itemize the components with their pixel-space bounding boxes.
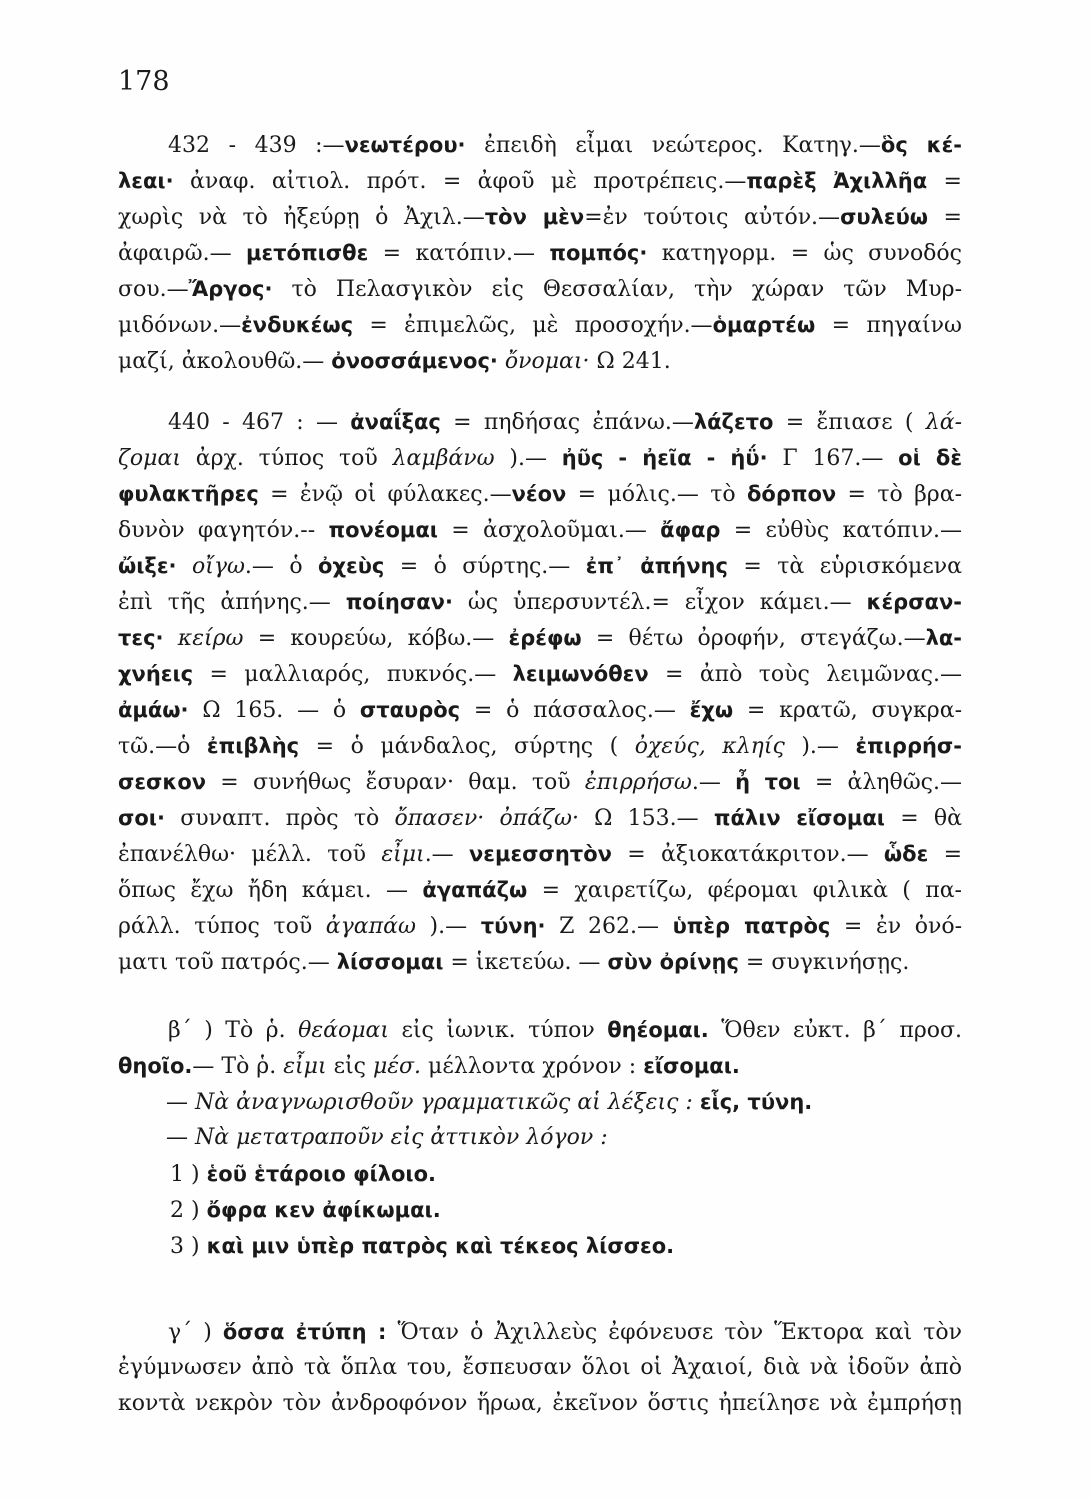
italic-text: εἶμι bbox=[381, 842, 425, 867]
text-line bbox=[118, 307, 962, 343]
interpretation-paragraph bbox=[118, 1314, 962, 1422]
text-run: = ὁ μάνδαλος, σύρτης ( bbox=[299, 734, 635, 759]
text-run: 440 - 467 : — bbox=[168, 410, 351, 435]
text-line bbox=[118, 656, 962, 692]
text-line bbox=[118, 512, 962, 548]
headword: εἴσομαι. bbox=[643, 1054, 740, 1078]
text-line bbox=[118, 692, 962, 728]
text-line bbox=[118, 440, 962, 476]
text-run: = ἐνῷ οἱ φύλακες.— bbox=[258, 482, 512, 507]
text-run: = κρατῶ, συγκρα- bbox=[733, 698, 962, 723]
text-run bbox=[693, 1090, 700, 1115]
italic-text: μέσ. bbox=[372, 1054, 422, 1079]
text-line bbox=[118, 199, 962, 235]
text-run: μιδόνων.— bbox=[118, 313, 242, 338]
text-line bbox=[118, 1192, 962, 1228]
text-line bbox=[118, 1012, 962, 1048]
headword: λάζετο bbox=[693, 410, 774, 434]
text-line bbox=[118, 548, 962, 584]
text-run: δυνὸν φαγητόν.-- bbox=[118, 518, 329, 543]
headword: ὀνοσσάμενος· bbox=[331, 349, 498, 373]
text-run: εἰς bbox=[326, 1054, 373, 1079]
headword: τύνη· bbox=[480, 914, 546, 938]
text-run: — bbox=[166, 1125, 195, 1150]
text-line bbox=[118, 163, 962, 199]
italic-text: Νὰ μετατραποῦν εἰς ἀττικὸν λόγον : bbox=[195, 1125, 608, 1150]
text-line bbox=[118, 1048, 962, 1084]
headword: ὄφρα κεν ἀφίκωμαι. bbox=[206, 1198, 441, 1222]
text-run: = ἀσχολοῦμαι.— bbox=[438, 518, 661, 543]
headword: ὧδε bbox=[883, 842, 929, 866]
text-run: = πηγαίνω bbox=[815, 313, 962, 338]
text-line bbox=[118, 343, 962, 379]
text-run: = κουρεύω, κόβω.— bbox=[243, 626, 509, 651]
headword: οἱ δὲ bbox=[898, 446, 963, 470]
text-run: κατηγορμ. = ὡς συνοδός bbox=[647, 241, 962, 266]
text-run: — bbox=[166, 1090, 195, 1115]
headword: λειμωνόθεν bbox=[512, 662, 649, 686]
text-run: ἐπειδὴ εἶμαι νεώτερος. Κατηγ.— bbox=[465, 133, 881, 158]
headword: σοι· bbox=[118, 806, 165, 830]
headword: ἄφαρ bbox=[660, 518, 721, 542]
text-run: Ὅθεν εὐκτ. β΄ προσ. bbox=[708, 1018, 963, 1043]
headword: ὅσσα ἐτύπη : bbox=[222, 1320, 387, 1344]
text-run: Ω 165. — ὁ bbox=[188, 698, 360, 723]
italic-text: εἶμι bbox=[283, 1054, 327, 1079]
text-run: = εὐθὺς κατόπιν.— bbox=[720, 518, 962, 543]
italic-text: Νὰ ἀναγνωρισθοῦν γραμματικῶς αἱ λέξεις : bbox=[195, 1090, 693, 1115]
text-run: ὡς ὑπερσυντέλ.= εἶχον κάμει.— bbox=[452, 590, 867, 615]
text-run bbox=[498, 349, 505, 374]
page-number: 178 bbox=[118, 66, 170, 97]
text-run: συναπτ. πρὸς τὸ bbox=[164, 806, 395, 831]
text-run: ράλλ. τύπος τοῦ bbox=[118, 914, 326, 939]
text-run: = ἀληθῶς.— bbox=[800, 770, 962, 795]
text-run: ὅπως ἔχω ἤδη κάμει. — bbox=[118, 878, 423, 903]
text-line bbox=[118, 584, 962, 620]
text-run: = συγκινήσῃς. bbox=[738, 950, 910, 975]
text-run: .— bbox=[691, 770, 736, 795]
text-run: = ἀπὸ τοὺς λειμῶνας.— bbox=[648, 662, 962, 687]
text-line bbox=[118, 127, 962, 163]
text-run: ἐγύμνωσεν ἀπὸ τὰ ὅπλα του, ἔσπευσαν ὅλοι οἱ Ἀχαιοί, διὰ νὰ ἰδοῦν ἀπὸ bbox=[118, 1355, 962, 1380]
italic-text: ζομαι bbox=[118, 446, 181, 471]
text-line bbox=[118, 404, 962, 440]
headword: δόρπον bbox=[746, 482, 837, 506]
text-line bbox=[118, 1156, 962, 1192]
text-run: Γ 167.— bbox=[767, 446, 899, 471]
headword: ὤιξε· bbox=[118, 554, 177, 578]
text-run: = ἔπιασε ( bbox=[773, 410, 926, 435]
grammar-exercises bbox=[118, 1012, 962, 1264]
headword: ἐρέφω bbox=[508, 626, 582, 650]
text-run: τῶ.—ὁ bbox=[118, 734, 207, 759]
text-run: ἀφαιρῶ.— bbox=[118, 241, 247, 266]
text-run: = ἐν ὀνό- bbox=[830, 914, 963, 939]
text-run: = μαλλιαρός, πυκνός.— bbox=[193, 662, 513, 687]
text-run: = τὸ βρα- bbox=[836, 482, 963, 507]
headword: ὃς κέ- bbox=[880, 133, 962, 157]
text-line bbox=[118, 271, 962, 307]
text-run: = τὰ εὑρισκόμενα bbox=[727, 554, 962, 579]
italic-text: ἀγαπάω bbox=[325, 914, 416, 939]
headword: τες· bbox=[118, 626, 164, 650]
headword: νεμεσσητὸν bbox=[469, 842, 612, 866]
text-run: ).— bbox=[494, 446, 562, 471]
text-run: 2 ) bbox=[170, 1198, 207, 1223]
text-line bbox=[118, 872, 962, 908]
headword: σταυρὸς bbox=[359, 698, 461, 722]
text-run: = bbox=[928, 842, 963, 867]
headword: λα- bbox=[925, 626, 963, 650]
text-run: μέλλοντα χρόνον : bbox=[421, 1054, 644, 1079]
text-run: ).— bbox=[415, 914, 481, 939]
headword: φυλακτῆρες bbox=[118, 482, 259, 506]
headword: νέον bbox=[511, 482, 567, 506]
headword: πάλιν εἴσομαι bbox=[713, 806, 885, 830]
text-run: κοντὰ νεκρὸν τὸν ἀνδροφόνον ἥρωα, ἐκεῖνον ὅστις ἠπείλησε νὰ ἐμπρήσῃ bbox=[118, 1391, 962, 1416]
headword: μετόπισθε bbox=[246, 241, 369, 265]
text-line bbox=[118, 620, 962, 656]
italic-text: θεάομαι bbox=[298, 1018, 390, 1043]
headword: ὁμαρτέω bbox=[712, 313, 816, 337]
text-line bbox=[118, 476, 962, 512]
headword: ἦ τοι bbox=[735, 770, 801, 794]
italic-text: λαμβάνω bbox=[392, 446, 495, 471]
italic-text: κείρω bbox=[177, 626, 244, 651]
text-run: .— bbox=[424, 842, 469, 867]
text-run: = ἱκετεύω. — bbox=[443, 950, 608, 975]
text-line bbox=[118, 1386, 962, 1422]
headword: συλεύω bbox=[840, 205, 929, 229]
text-run: = ὁ πάσσαλος.— bbox=[460, 698, 690, 723]
text-run: εἰς ἰωνικ. τύπον bbox=[389, 1018, 608, 1043]
headword: εἷς, τύνη. bbox=[699, 1090, 813, 1114]
text-run: = συνήθως ἔσυραν· θαμ. τοῦ bbox=[206, 770, 585, 795]
text-run: = χαιρετίζω, φέρομαι φιλικὰ ( πα- bbox=[527, 878, 962, 903]
headword: χνήεις bbox=[118, 662, 194, 686]
headword: ἠῦς - ἠεῖα - ἠΰ· bbox=[561, 446, 768, 470]
headword: λεαι· bbox=[118, 169, 174, 193]
headword: ἀναΐξας bbox=[350, 410, 441, 434]
text-run: Ὅταν ὁ Ἀχιλλεὺς ἐφόνευσε τὸν Ἕκτορα καὶ τὸν bbox=[386, 1320, 963, 1345]
headword: ὀχεὺς bbox=[318, 554, 385, 578]
headword: λίσσομαι bbox=[336, 950, 444, 974]
headword: ἐπ᾽ ἀπήνης bbox=[585, 554, 728, 578]
text-run: = πηδήσας ἐπάνω.— bbox=[440, 410, 694, 435]
headword: ἀμάω· bbox=[118, 698, 189, 722]
headword: ποίησαν· bbox=[345, 590, 453, 614]
text-line bbox=[118, 764, 962, 800]
italic-text: οἴγω bbox=[191, 554, 245, 579]
text-run: = θέτω ὀροφήν, στεγάζω.— bbox=[581, 626, 926, 651]
headword: πονέομαι bbox=[328, 518, 438, 542]
text-line bbox=[118, 1120, 962, 1156]
italic-text: ὀχεύς, κληίς bbox=[634, 734, 785, 759]
headword: ἀγαπάζω bbox=[422, 878, 528, 902]
headword: ἐπιβλὴς bbox=[206, 734, 300, 758]
italic-text: ὄπασεν· ὀπάζω· bbox=[394, 806, 579, 831]
text-line bbox=[118, 908, 962, 944]
italic-text: ὄνομαι· bbox=[504, 349, 590, 374]
text-line bbox=[118, 1350, 962, 1386]
italic-text: ἐπιρρήσω bbox=[584, 770, 692, 795]
headword: νεωτέρου· bbox=[344, 133, 466, 157]
headword: σὺν ὀρίνῃς bbox=[607, 950, 739, 974]
headword: πομπός· bbox=[549, 241, 648, 265]
text-run: = ἐπιμελῶς, μὲ προσοχήν.— bbox=[353, 313, 713, 338]
text-run: .— ὁ bbox=[244, 554, 319, 579]
text-line bbox=[118, 728, 962, 764]
text-run: σου.— bbox=[118, 277, 189, 302]
italic-text: λά- bbox=[925, 410, 963, 435]
headword: θηοῖο. bbox=[118, 1054, 193, 1078]
text-run: ματι τοῦ πατρός.— bbox=[118, 950, 337, 975]
text-run: 432 - 439 :— bbox=[168, 133, 345, 158]
headword: καὶ μιν ὑπὲρ πατρὸς καὶ τέκεος λίσσεο. bbox=[206, 1234, 675, 1258]
text-run: = ἀξιοκατάκριτον.— bbox=[611, 842, 884, 867]
text-run: 3 ) bbox=[170, 1234, 207, 1259]
text-run: τὸ Πελασγικὸν εἰς Θεσσαλίαν, τὴν χώραν τῶν Μυρ- bbox=[272, 277, 962, 302]
text-run: Ω 241. bbox=[589, 349, 671, 374]
text-run bbox=[164, 626, 178, 651]
headword: ἐνδυκέως bbox=[241, 313, 354, 337]
text-run: ἐπὶ τῆς ἀπήνης.— bbox=[118, 590, 346, 615]
text-run: Ω 153.— bbox=[578, 806, 714, 831]
commentary-section-432-439 bbox=[118, 127, 962, 379]
text-run: χωρὶς νὰ τὸ ἠξεύρῃ ὁ Ἀχιλ.— bbox=[118, 205, 485, 230]
commentary-section-440-467 bbox=[118, 404, 962, 980]
text-run: ).— bbox=[784, 734, 856, 759]
headword: ἐπιρρήσ- bbox=[855, 734, 963, 758]
headword: σεσκον bbox=[118, 770, 207, 794]
text-run: = κατόπιν.— bbox=[368, 241, 550, 266]
text-line bbox=[118, 1228, 962, 1264]
text-run: ἐπανέλθω· μέλλ. τοῦ bbox=[118, 842, 382, 867]
text-run: ἀναφ. αἰτιολ. πρότ. = ἀφοῦ μὲ προτρέπεις.— bbox=[173, 169, 747, 194]
text-run: =ἐν τούτοις αὐτόν.— bbox=[584, 205, 841, 230]
headword: ἑοῦ ἑτάροιο φίλοιο. bbox=[206, 1162, 436, 1186]
headword: Ἄργος· bbox=[188, 277, 273, 301]
text-line bbox=[118, 836, 962, 872]
text-run: = bbox=[928, 205, 962, 230]
headword: ἔχω bbox=[689, 698, 734, 722]
text-run: = ὁ σύρτης.— bbox=[384, 554, 586, 579]
text-run: = bbox=[927, 169, 962, 194]
text-line bbox=[118, 1314, 962, 1350]
headword: παρὲξ Ἀχιλλῆα bbox=[746, 169, 928, 193]
text-run: Ζ 262.— bbox=[545, 914, 673, 939]
text-run: ἀρχ. τύπος τοῦ bbox=[180, 446, 393, 471]
text-line bbox=[118, 800, 962, 836]
text-line bbox=[118, 235, 962, 271]
text-run: γ΄ ) bbox=[168, 1320, 223, 1345]
text-run: = μόλις.— τὸ bbox=[566, 482, 747, 507]
text-run bbox=[177, 554, 192, 579]
headword: κέρσαν- bbox=[866, 590, 962, 614]
headword: θηέομαι. bbox=[607, 1018, 709, 1042]
text-run: — Τὸ ῥ. bbox=[192, 1054, 284, 1079]
headword: ὑπὲρ πατρὸς bbox=[672, 914, 831, 938]
text-run: = θὰ bbox=[884, 806, 962, 831]
text-run: 1 ) bbox=[170, 1162, 207, 1187]
text-run: μαζί, ἀκολουθῶ.— bbox=[118, 349, 332, 374]
headword: τὸν μὲν bbox=[484, 205, 585, 229]
text-line bbox=[118, 944, 962, 980]
text-run: β΄ ) Τὸ ῥ. bbox=[168, 1018, 299, 1043]
text-line bbox=[118, 1084, 962, 1120]
